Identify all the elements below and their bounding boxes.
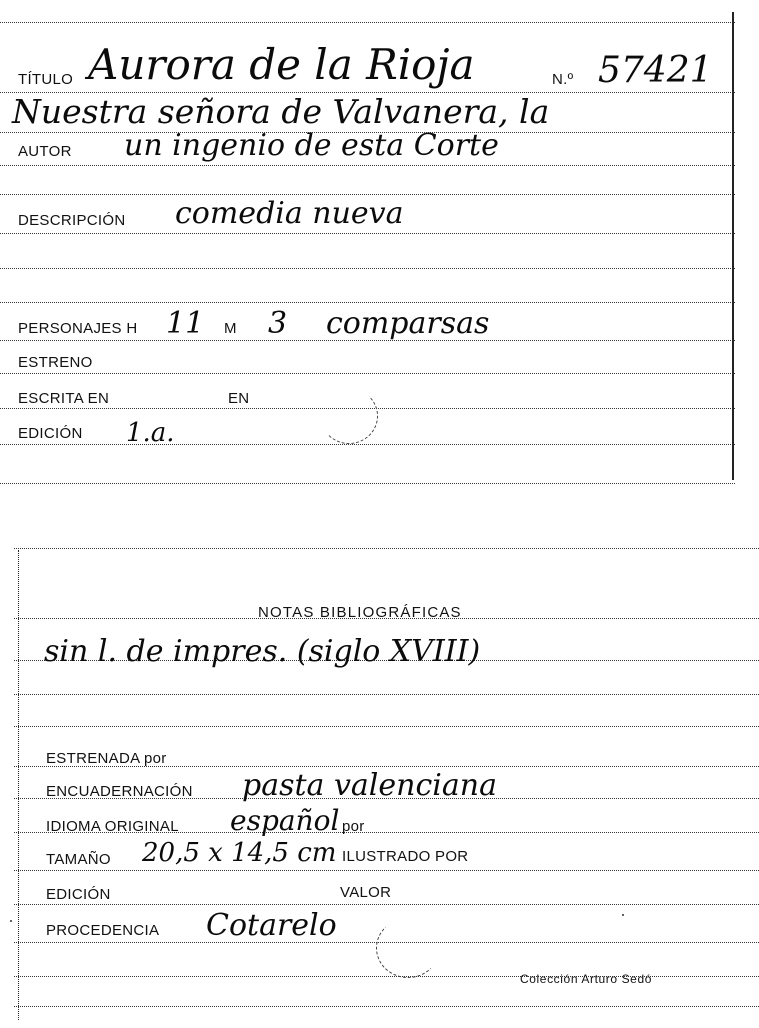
- rule-line: [0, 302, 735, 303]
- idioma-por-label: por: [342, 818, 365, 835]
- catalog-card-top: [0, 0, 759, 492]
- catalog-card-bottom: [0, 530, 759, 1028]
- rule-line: [14, 726, 759, 727]
- rule-line: [14, 1006, 759, 1007]
- rule-line: [0, 22, 735, 23]
- rule-line: [14, 870, 759, 871]
- en-label: EN: [228, 390, 250, 407]
- rule-line: [0, 373, 735, 374]
- titulo-label: TÍTULO: [18, 71, 74, 88]
- escrita-en-label: ESCRITA EN: [18, 390, 110, 407]
- tamano-value: 20,5 x 14,5 cm: [142, 838, 337, 868]
- encuadernacion-label: ENCUADERNACIÓN: [46, 783, 193, 800]
- tamano-label: TAMAÑO: [46, 851, 111, 868]
- ink-speck: [622, 914, 624, 916]
- rule-line: [0, 194, 735, 195]
- rule-line: [14, 694, 759, 695]
- encuadernacion-value: pasta valenciana: [242, 768, 497, 803]
- card-left-edge: [18, 550, 19, 1020]
- procedencia-label: PROCEDENCIA: [46, 922, 160, 939]
- card-right-edge: [732, 12, 734, 480]
- rule-line: [0, 233, 735, 234]
- titulo-value: Aurora de la Rioja: [88, 40, 475, 89]
- descripcion-label: DESCRIPCIÓN: [18, 212, 126, 229]
- personajes-label: PERSONAJES H: [18, 320, 138, 337]
- rule-line: [0, 268, 735, 269]
- rule-line: [0, 444, 735, 445]
- rule-line: [14, 904, 759, 905]
- valor-label: VALOR: [340, 884, 392, 901]
- ilustrado-label: ILUSTRADO POR: [342, 848, 469, 865]
- rule-line: [14, 548, 759, 549]
- notas-value: sin l. de impres. (siglo XVIII): [44, 634, 481, 669]
- idioma-value: español: [230, 804, 340, 837]
- edicion-label: EDICIÓN: [46, 886, 111, 903]
- estrenada-label: ESTRENADA por: [46, 750, 167, 767]
- stamp-mark: [320, 388, 378, 444]
- edicion-label: EDICIÓN: [18, 425, 83, 442]
- numero-value: 57421: [598, 50, 713, 91]
- personajes-m-value: 3: [268, 306, 288, 341]
- personajes-m-label: M: [224, 320, 237, 337]
- descripcion-value: comedia nueva: [175, 196, 404, 231]
- personajes-h-value: 11: [166, 306, 205, 341]
- personajes-extra-value: comparsas: [326, 306, 490, 341]
- procedencia-value: Cotarelo: [206, 908, 337, 943]
- autor-label: AUTOR: [18, 143, 72, 160]
- autor-value: un ingenio de esta Corte: [124, 128, 499, 163]
- stamp-mark: [376, 918, 440, 978]
- rule-line: [0, 483, 735, 484]
- edicion-value: 1.a.: [126, 418, 175, 448]
- idioma-label: IDIOMA ORIGINAL: [46, 818, 179, 835]
- rule-line: [0, 165, 735, 166]
- numero-label: N.º: [552, 71, 574, 88]
- ink-speck: [10, 920, 12, 922]
- notas-title: NOTAS BIBLIOGRÁFICAS: [258, 604, 462, 621]
- footer-credit: Colección Arturo Sedó: [520, 972, 653, 986]
- subtitle-value: Nuestra señora de Valvanera, la: [12, 92, 550, 131]
- estreno-label: ESTRENO: [18, 354, 93, 371]
